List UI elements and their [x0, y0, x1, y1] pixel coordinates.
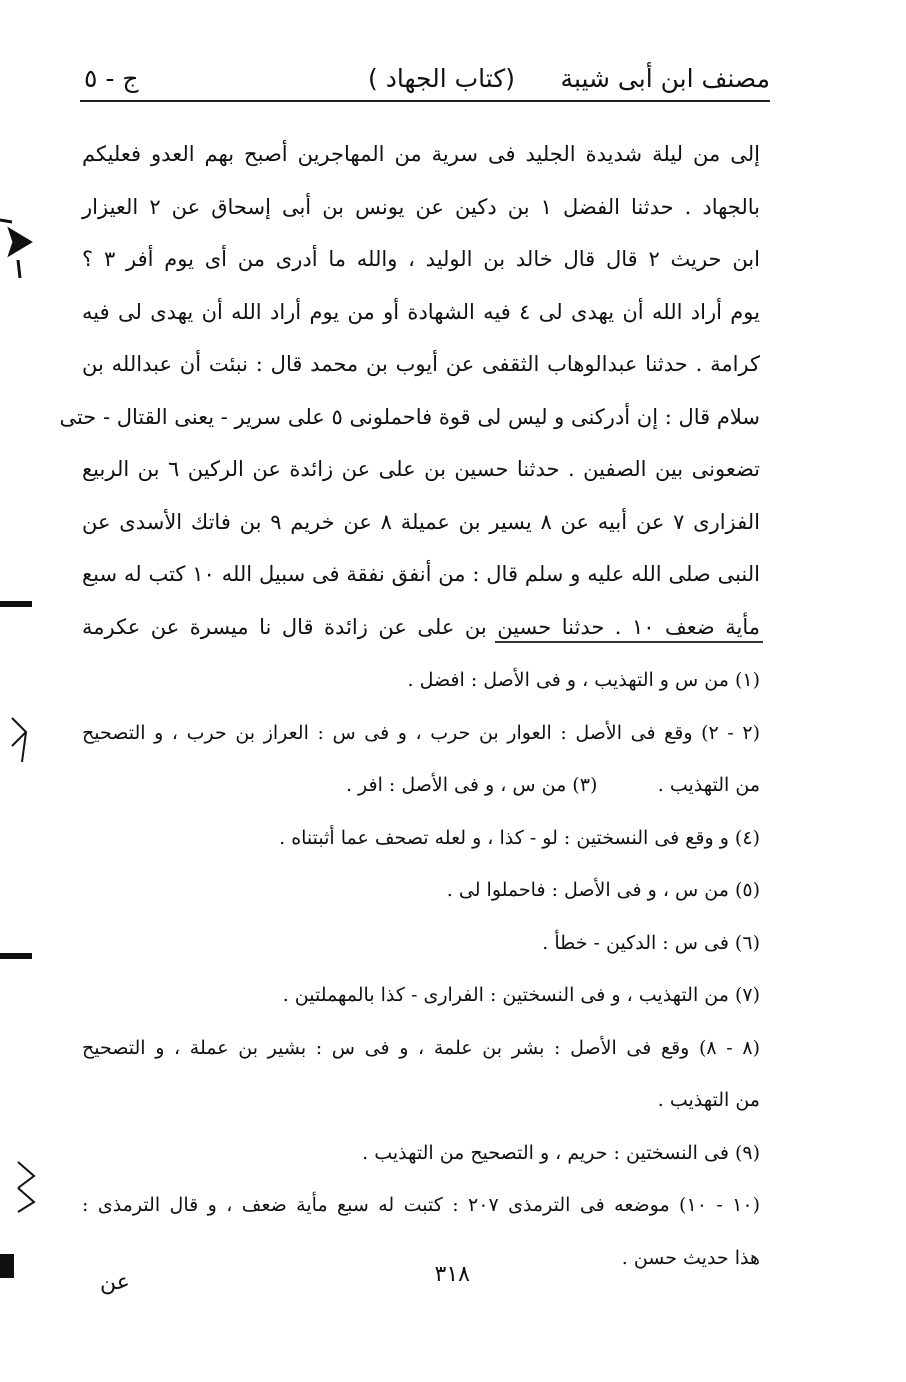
text-line: يوم أراد الله أن يهدى لى ٤ فيه الشهادة أو من يوم أراد الله أن يهدى لى فيه [82, 299, 760, 324]
binding-mark-icon [0, 1252, 20, 1282]
footnote-line: (١) من س و التهذيب ، و فى الأصل : افضل . [407, 669, 760, 691]
volume-number: ج - ٥ [84, 64, 139, 93]
text-line: تضعونى بين الصفين . حدثنا حسين بن على عن زائدة عن الركين ٦ بن الربيع [82, 457, 761, 481]
text-line: سلام قال : إن أدركنى و ليس لى قوة فاحملونى ٥ على سرير - يعنى القتال - حتى [59, 404, 760, 429]
text-line: كرامة . حدثنا عبدالوهاب الثقفى عن أيوب بن محمد قال : نبئت أن عبدالله بن [82, 352, 760, 376]
catchword: عن [100, 1270, 130, 1295]
binding-mark-icon [0, 200, 40, 280]
text-line: مأية ضعف ١٠ . حدثنا حسين بن على عن زائدة قال نا ميسرة عن عكرمة [82, 614, 760, 639]
running-header [80, 56, 770, 102]
footnote-line: من التهذيب . [657, 1089, 760, 1111]
footnote-line: (٨ - ٨) وقع فى الأصل : بشر بن علمة ، و فى س : بشير بن عملة ، و التصحيح [82, 1036, 761, 1059]
text-line: ابن حريث ٢ قال قال خالد بن الوليد ، والله ما أدرى من أى يوم أفر ٣ ؟ [82, 247, 760, 271]
footnote-line: هذا حديث حسن . [621, 1246, 760, 1269]
binding-mark-icon [0, 712, 40, 772]
text-line: بالجهاد . حدثنا الفضل ١ بن دكين عن يونس بن أبى إسحاق عن ٢ العيزار [82, 194, 760, 219]
text-line: النبى صلى الله عليه و سلم قال : من أنفق نفقة فى سبيل الله ١٠ كتب له سبع [82, 562, 760, 586]
footnote-line: (٧) من التهذيب ، و فى النسختين : الفرارى - كذا بالمهملتين . [282, 984, 760, 1006]
footnote-line: من التهذيب . (٣) من س ، و فى الأصل : افر . [345, 774, 760, 796]
footnote-line: (٦) فى س : الدكين - خطأ . [542, 931, 760, 954]
binding-mark-icon [0, 950, 34, 964]
page-number: ٣١٨ [434, 1262, 470, 1287]
footnote-line: (١٠ - ١٠) موضعه فى الترمذى ٢٠٧ : كتبت له سبع مأية ضعف ، و قال الترمذى : [82, 1194, 761, 1216]
footnote-separator [495, 641, 763, 643]
footnote-line: (٢ - ٢) وقع فى الأصل : العوار بن حرب ، و فى س : العراز بن حرب ، و التصحيح [82, 721, 761, 744]
binding-mark-icon [0, 1158, 40, 1218]
footnotes [82, 660, 760, 1290]
text-line: إلى من ليلة شديدة الجليد فى سرية من المهاجرين أصبح بهم العدو فعليكم [82, 142, 760, 166]
footnote-line: (٥) من س ، و فى الأصل : فاحملوا لى . [446, 879, 760, 901]
footnote-line: (٩) فى النسختين : حريم ، و التصحيح من التهذيب . [362, 1141, 760, 1164]
page-footer [100, 1262, 770, 1302]
chapter-title: (كتاب الجهاد ) [368, 64, 515, 93]
book-title: مصنف ابن أبى شيبة [560, 64, 770, 93]
text-line: الفزارى ٧ عن أبيه عن ٨ يسير بن عميلة ٨ عن خريم ٩ بن فاتك الأسدى عن [82, 509, 760, 534]
footnote-line: (٤) و وقع فى النسختين : لو - كذا ، و لعله تصحف عما أثبتناه . [279, 826, 760, 849]
main-text [59, 128, 761, 653]
binding-mark-icon [0, 598, 34, 612]
